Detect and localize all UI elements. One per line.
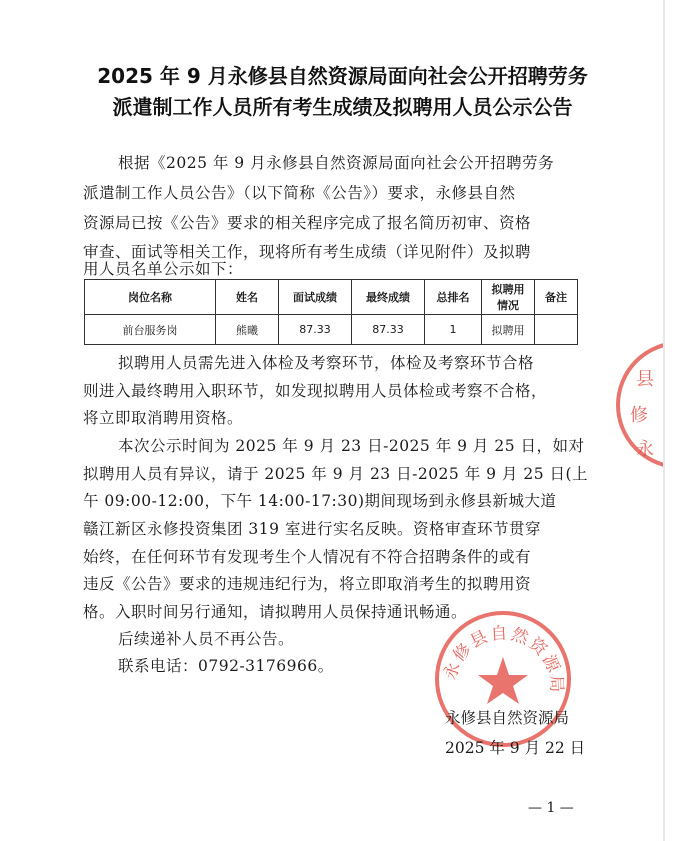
header-hire-status-line2: 情况 xyxy=(497,299,519,312)
header-name: 姓名 xyxy=(216,280,279,315)
title-line-2: 派遣制工作人员所有考生成绩及拟聘用人员公示公告 xyxy=(112,95,573,119)
contact-phone: 联系电话：0792-3176966。 xyxy=(118,657,334,675)
header-final-score: 最终成绩 xyxy=(352,280,425,315)
para3-line-6: 违反《公告》要求的违规违纪行为，将立即取消考生的拟聘用资 xyxy=(83,575,532,593)
para3-line-5: 始终，在任何环节有发现考生个人情况有不符合招聘条件的或有 xyxy=(83,548,532,566)
cell-rank: 1 xyxy=(425,315,482,345)
header-rank: 总排名 xyxy=(425,280,482,315)
header-interview-score: 面试成绩 xyxy=(279,280,352,315)
cell-name: 熊曦 xyxy=(216,315,279,345)
cell-interview-score: 87.33 xyxy=(279,315,352,345)
para3-line-3: 午 09:00-12:00，下午 14:00-17:30)期间现场到永修县新城大道 xyxy=(83,492,557,510)
svg-text:永: 永 xyxy=(636,439,654,460)
cell-hire-status: 拟聘用 xyxy=(482,315,535,345)
svg-text:永修县自然资源局: 永修县自然资源局 xyxy=(440,623,567,695)
svg-text:修: 修 xyxy=(630,405,648,426)
para2-line-2: 则进入最终聘用入职环节，如发现拟聘用人员体检或考察不合格， xyxy=(83,382,548,400)
svg-text:县: 县 xyxy=(636,369,654,390)
intro-line-2: 派遣制工作人员公告》（以下简称《公告》）要求，永修县自然 xyxy=(83,184,516,202)
header-position: 岗位名称 xyxy=(85,280,216,315)
intro-line-3: 资源局已按《公告》要求的相关程序完成了报名简历初审、资格 xyxy=(83,214,532,232)
intro-line-5: 用人员名单公示如下： xyxy=(83,260,244,278)
page-number: — 1 — xyxy=(528,800,574,816)
para3-line-4: 赣江新区永修投资集团 319 室进行实名反映。资格审查环节贯穿 xyxy=(83,520,541,538)
header-hire-status-line1: 拟聘用 xyxy=(491,283,525,296)
para3-line-7: 格。入职时间另行通知，请拟聘用人员保持通讯畅通。 xyxy=(83,603,468,621)
para2-line-1: 拟聘用人员需先进入体检及考察环节，体检及考察环节合格 xyxy=(118,354,535,372)
partial-seal-icon xyxy=(610,335,663,475)
no-further-notice: 后续递补人员不再公告。 xyxy=(118,630,295,648)
results-table xyxy=(84,279,578,345)
header-hire-status xyxy=(482,280,535,315)
table-row xyxy=(85,315,578,345)
para2-line-3: 将立即取消聘用资格。 xyxy=(83,409,244,427)
para3-line-1: 本次公示时间为 2025 年 9 月 23 日-2025 年 9 月 25 日，如对 xyxy=(118,437,585,455)
cell-remarks xyxy=(535,315,578,345)
signature-date: 2025 年 9 月 22 日 xyxy=(445,739,586,757)
intro-line-4: 审查、面试等相关工作，现将所有考生成绩（详见附件）及拟聘 xyxy=(83,243,532,261)
cell-final-score: 87.33 xyxy=(352,315,425,345)
intro-line-1: 根据《2025 年 9 月永修县自然资源局面向社会公开招聘劳务 xyxy=(118,154,555,172)
page-edge xyxy=(663,0,665,841)
table-header-row xyxy=(85,280,578,315)
signature-org: 永修县自然资源局 xyxy=(445,709,570,727)
cell-position: 前台服务岗 xyxy=(85,315,216,345)
official-seal-icon xyxy=(433,609,573,749)
title-line-1: 2025 年 9 月永修县自然资源局面向社会公开招聘劳务 xyxy=(97,64,588,88)
header-remarks: 备注 xyxy=(535,280,578,315)
para3-line-2: 拟聘用人员有异议，请于 2025 年 9 月 23 日-2025 年 9 月 25 日(上 xyxy=(83,465,589,483)
